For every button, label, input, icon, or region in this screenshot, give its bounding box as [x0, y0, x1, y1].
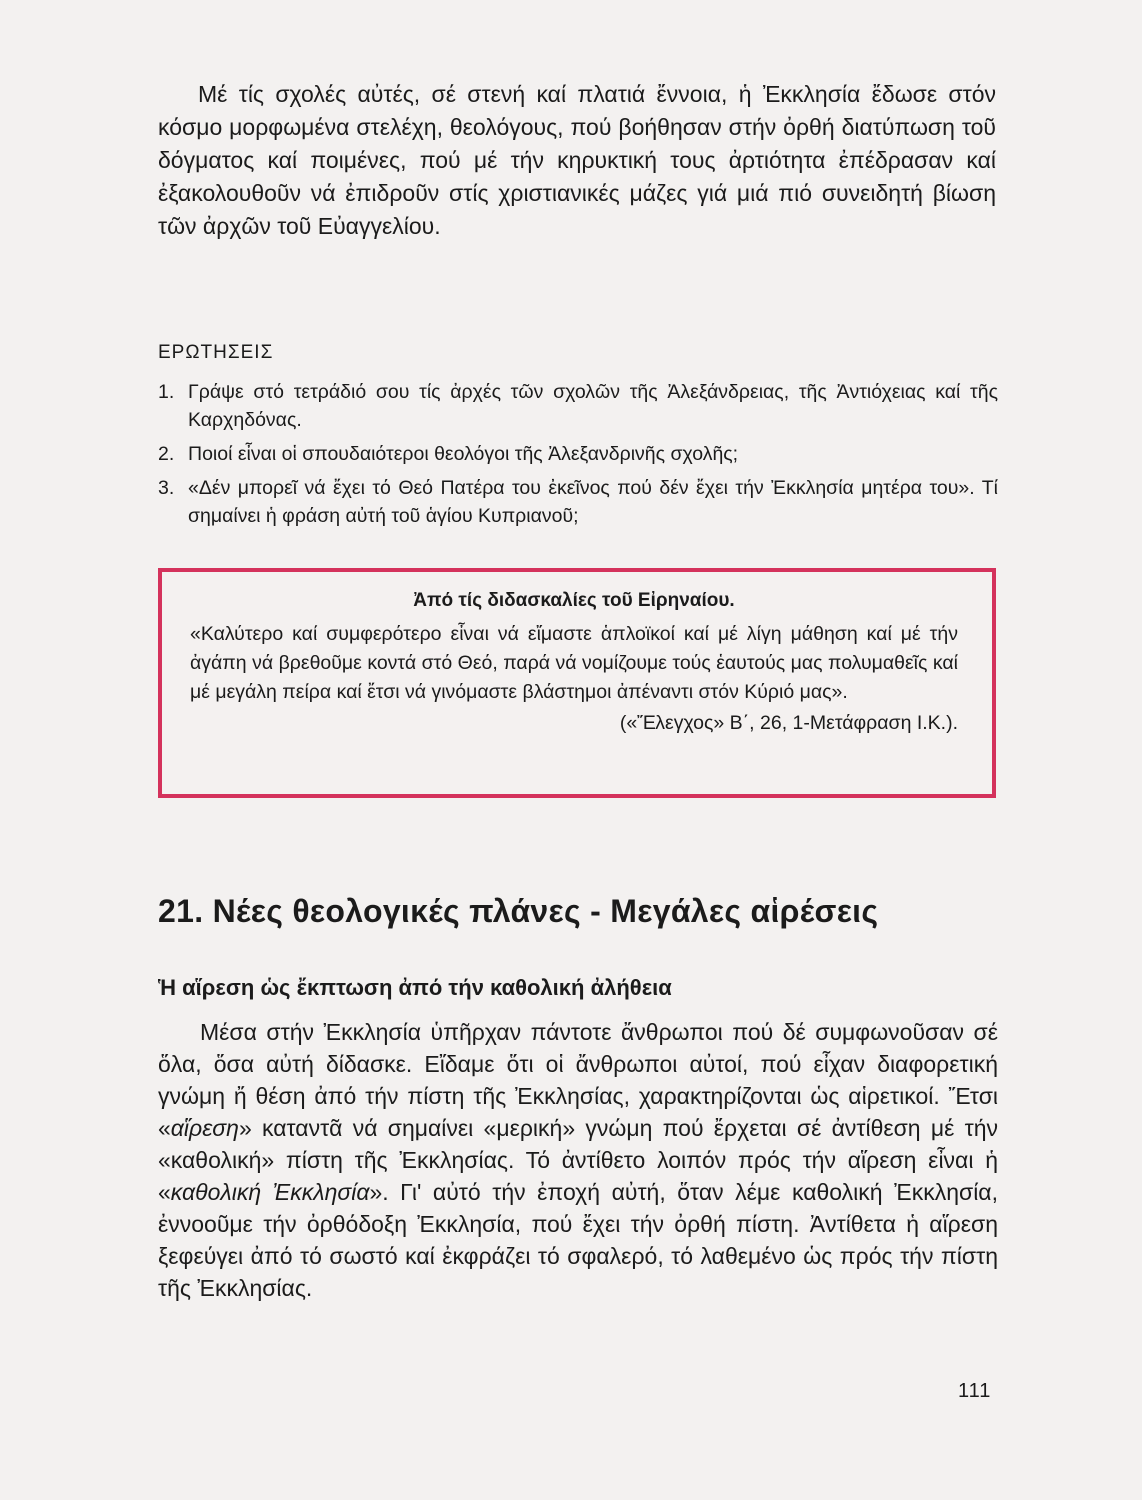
emphasis-catholic-church: καθολική Ἐκκλησία	[170, 1179, 370, 1205]
question-text: «Δέν μπορεῖ νά ἔχει τό Θεό Πατέρα του ἐκεῖνος πού δέν ἔχει τήν Ἐκκλησία μητέρα του». Τί σημαίνει ἡ φράση αὐτή τοῦ ἁγίου Κυπριανοῦ;	[188, 477, 998, 527]
quote-text: «Καλύτερο καί συμφερότερο εἶναι νά εἴμαστε ἁπλοϊκοί καί μέ λίγη μάθηση καί μέ τήν ἀγάπη νά βρεθοῦμε κοντά στό Θεό, παρά νά νομίζουμε τούς ἑαυτούς μας πολυμαθεῖς καί μέ μεγάλη πείρα καί ἔτσι νά γινόμαστε βλάστημοι ἀπέναντι στόν Κύριό μας».	[190, 623, 958, 703]
chapter-title: 21. Νέες θεολογικές πλάνες - Μεγάλες αἱρέσεις	[158, 893, 879, 929]
quote-title: Ἀπό τίς διδασκαλίες τοῦ Εἰρηναίου.	[413, 590, 735, 611]
questions-heading: ΕΡΩΤΗΣΕΙΣ	[158, 342, 274, 363]
question-number: 3.	[158, 477, 175, 499]
paragraph-text: ». Γι' αὐτό τήν ἐποχή αὐτή, ὅταν λέμε καθολική Ἐκκλησία, ἐννοοῦμε τήν ὀρθόδοξη Ἐκκλησία, πού ἔχει τήν ὀρθή πίστη. Ἀντίθετα ἡ αἵρεση ξεφεύγει ἀπό τό σωστό καί ἐκφράζει τό σφαλερό, τό λαθεμένο ὡς πρός τήν πίστη τῆς Ἐκκλησίας.	[158, 1179, 998, 1301]
emphasis-heresy: αἵρεση	[170, 1115, 239, 1141]
page-number: 111	[958, 1380, 992, 1402]
questions-list	[158, 378, 998, 536]
question-item	[158, 440, 998, 468]
question-number: 1.	[158, 381, 175, 403]
section-paragraph	[158, 1016, 998, 1304]
intro-paragraph: Μέ τίς σχολές αὐτές, σέ στενή καί πλατιά ἔννοια, ἡ Ἐκκλησία ἔδωσε στόν κόσμο μορφωμένα στελέχη, θεολόγους, πού βοήθησαν στήν ὀρθή διατύπωση τοῦ δόγματος καί ποιμένες, πού μέ τήν κηρυκτική τους ἀρτιότητα ἐπέδρασαν καί ἐξακολουθοῦν νά ἐπιδροῦν στίς χριστιανικές μάζες γιά μιά πιό συνειδητή βίωση τῶν ἀρχῶν τοῦ Εὐαγγελίου.	[158, 81, 996, 239]
section-title: Ἡ αἵρεση ὡς ἔκπτωση ἀπό τήν καθολική ἀλήθεια	[158, 975, 672, 1000]
question-text: Ποιοί εἶναι οἱ σπουδαιότεροι θεολόγοι τῆς Ἀλεξανδρινῆς σχολῆς;	[188, 443, 739, 465]
question-item	[158, 378, 998, 434]
paragraph-text: Μέσα στήν Ἐκκλησία ὑπῆρχαν πάντοτε ἄνθρωποι πού δέ συμφωνοῦσαν σέ ὅλα, ὅσα αὐτή δίδασκε. Εἴδαμε ὅτι οἱ ἄνθρωποι αὐτοί, πού εἶχαν διαφορετική γνώμη ἤ θέση ἀπό τήν πίστη τῆς Ἐκκλησίας, χαρακτηρίζονται ὡς αἱρετικοί. Ἔτσι «	[158, 1019, 998, 1141]
quote-source: («Ἔλεγχος» Β΄, 26, 1-Μετάφραση Ι.Κ.).	[619, 712, 958, 734]
question-number: 2.	[158, 443, 175, 465]
question-text: Γράψε στό τετράδιό σου τίς ἀρχές τῶν σχολῶν τῆς Ἀλεξάνδρειας, τῆς Ἀντιόχειας καί τῆς Καρχηδόνας.	[188, 381, 998, 431]
paragraph-text: » καταντᾶ νά σημαίνει «μερική» γνώμη πού ἔρχεται σέ ἀντίθεση μέ τήν «καθολική» πίστη τῆς Ἐκκλησίας. Τό ἀντίθετο λοιπόν πρός τήν αἵρεση εἶναι ἡ «	[158, 1115, 998, 1205]
question-item	[158, 474, 998, 530]
quote-box	[158, 568, 996, 798]
